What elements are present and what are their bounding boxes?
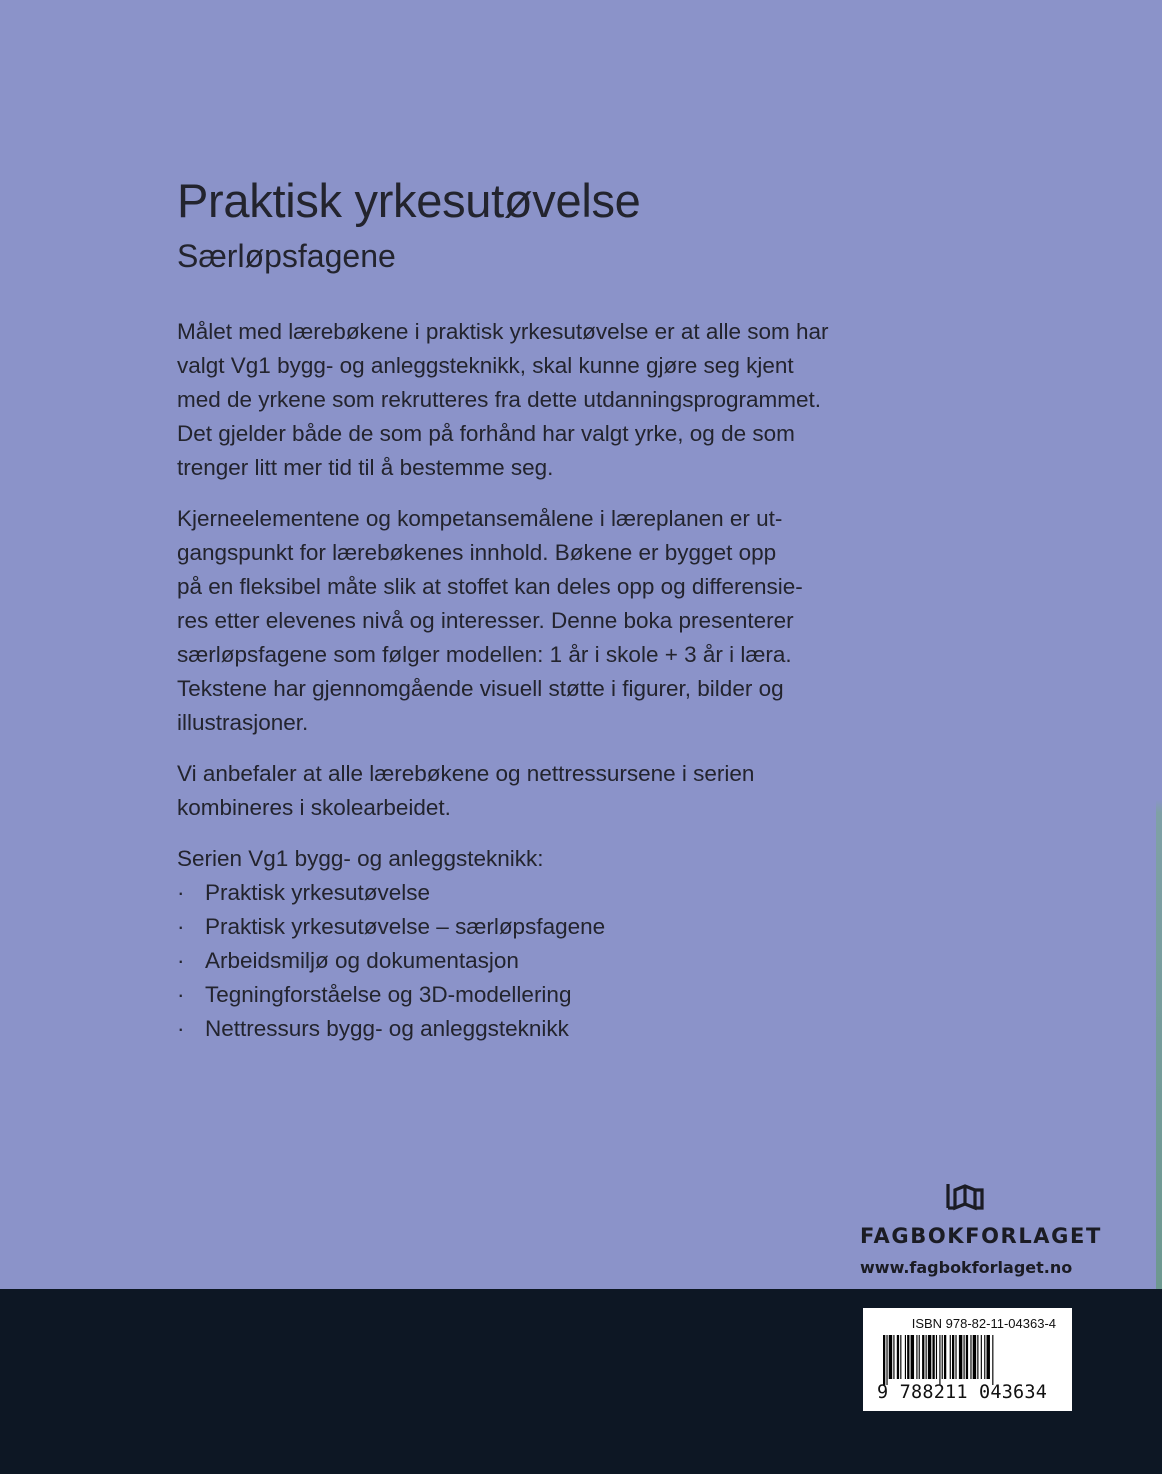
open-book-icon — [945, 1180, 985, 1212]
series-list — [177, 876, 877, 1046]
barcode-bar — [942, 1335, 943, 1379]
barcode-bar — [955, 1335, 956, 1379]
description-paragraph-3: Vi anbefaler at alle lærebøkene og nettressursene i serien kombineres i skolearbeidet. — [177, 761, 755, 820]
barcode-bar — [883, 1335, 885, 1385]
series-item-label: Nettressurs bygg- og anleggsteknikk — [205, 1016, 569, 1041]
barcode-bar — [992, 1335, 993, 1385]
barcode-bar — [939, 1335, 940, 1385]
series-list-item — [177, 978, 877, 1012]
barcode-bar — [981, 1335, 982, 1379]
barcode-bar — [944, 1335, 946, 1379]
barcode-bar — [964, 1335, 965, 1379]
barcode-bar — [987, 1335, 990, 1379]
back-cover-content — [177, 172, 877, 1046]
book-subtitle: Særløpsfagene — [177, 238, 396, 274]
barcode-bar — [928, 1335, 931, 1379]
barcode-bar — [907, 1335, 909, 1379]
series-list-item — [177, 944, 877, 978]
barcode-bar — [936, 1335, 937, 1379]
bullet-dot: · — [177, 982, 185, 1007]
series-list-item — [177, 1012, 877, 1046]
publisher-block — [860, 1180, 1102, 1277]
series-heading: Serien Vg1 bygg- og anleggsteknikk: — [177, 846, 544, 871]
series-item-label: Praktisk yrkesutøvelse – særløpsfagene — [205, 914, 606, 939]
bullet-dot: · — [177, 914, 185, 939]
barcode-bar — [916, 1335, 917, 1379]
barcode-bar — [893, 1335, 894, 1379]
isbn-label: ISBN 978-82-11-04363-4 — [911, 1316, 1056, 1331]
isbn-barcode — [863, 1308, 1072, 1411]
bullet-dot: · — [177, 880, 185, 905]
barcode-bar — [973, 1335, 976, 1379]
barcode-bar — [905, 1335, 906, 1379]
barcode-bar — [900, 1335, 901, 1379]
barcode-bar — [897, 1335, 899, 1379]
series-list-item — [177, 876, 877, 910]
barcode-bar — [919, 1335, 920, 1379]
bullet-dot: · — [177, 1016, 185, 1041]
barcode-bar — [970, 1335, 971, 1379]
barcode-bar — [926, 1335, 927, 1379]
barcode-bar — [911, 1335, 914, 1379]
publisher-name: FAGBOKFORLAGET — [860, 1224, 1102, 1248]
series-item-label: Tegningforståelse og 3D-modellering — [205, 982, 572, 1007]
barcode-bar — [886, 1335, 887, 1385]
series-item-label: Praktisk yrkesutøvelse — [205, 880, 431, 905]
barcode-bars — [879, 1335, 1057, 1387]
bullet-dot: · — [177, 948, 185, 973]
barcode-bar — [950, 1335, 951, 1379]
barcode-bar — [966, 1335, 968, 1379]
barcode-bar — [984, 1335, 985, 1379]
barcode-bar — [959, 1335, 962, 1379]
barcode-bar — [977, 1335, 978, 1379]
barcode-bar — [932, 1335, 934, 1379]
barcode-digits: 9 788211 043634 — [877, 1382, 1048, 1403]
cover-edge-strip — [1156, 0, 1162, 1290]
barcode-bar — [922, 1335, 924, 1379]
barcode-bar — [952, 1335, 954, 1379]
description-paragraph-1: Målet med lærebøkene i praktisk yrkesutøvelse er at alle som har valgt Vg1 bygg- og anleggsteknikk, skal kunne gjøre seg kjent med de yrkene som rekrutteres fra dette utdanningsprogrammet. Det gjelder både de som på forhånd har valgt yrke, og de som trenger litt mer tid til å bestemme seg. — [177, 319, 829, 480]
barcode-bar — [889, 1335, 892, 1379]
description-paragraph-2: Kjerneelementene og kompetansemålene i læreplanen er ut- gangspunkt for lærebøkenes innhold. Bøkene er bygget opp på en fleksibel måte slik at stoffet kan deles opp og differensie- res etter elevenes nivå og interesser. Denne boka presenterer særløpsfagene som følger modellen: 1 år i skole + 3 år i læra. Tekstene har gjennomgående visuell støtte i figurer, bilder og illustrasjoner. — [177, 506, 803, 735]
series-list-item — [177, 910, 877, 944]
series-item-label: Arbeidsmiljø og dokumentasjon — [205, 948, 519, 973]
publisher-url: www.fagbokforlaget.no — [860, 1258, 1073, 1277]
book-title: Praktisk yrkesutøvelse — [177, 174, 641, 227]
